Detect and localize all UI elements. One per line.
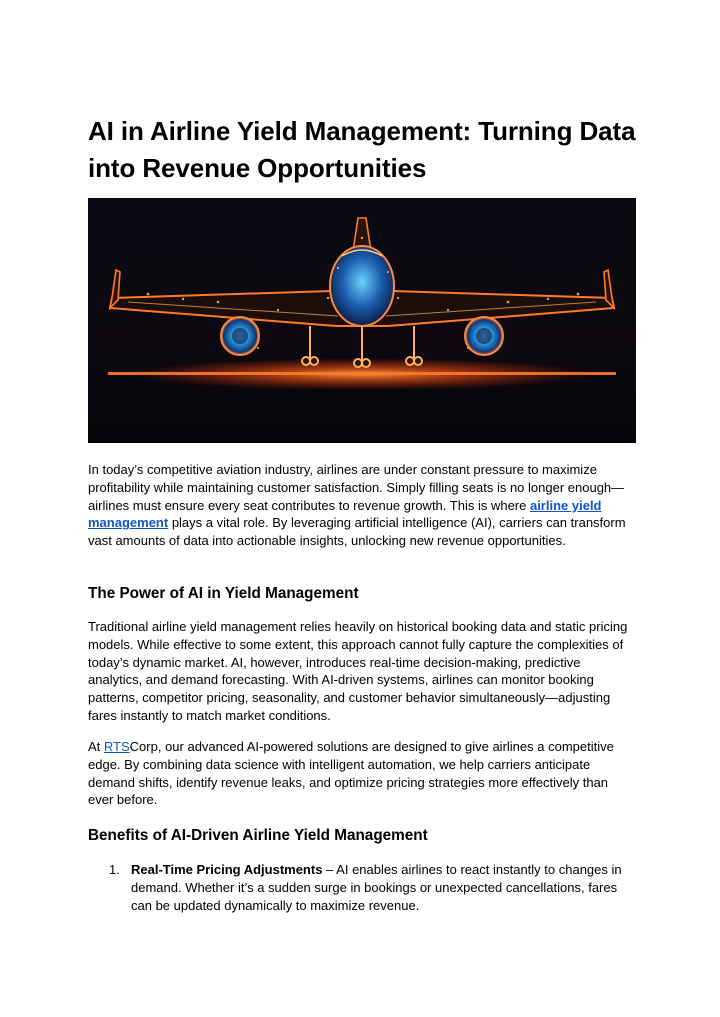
intro-text-before: In today’s competitive aviation industry, airlines are under constant pressure to maximize profitability while maintaining customer satisfaction. Simply filling seats is no longer enough—airlines must ensure every seat contributes to revenue growth. This is where [88, 462, 625, 513]
para2-prefix: At [88, 739, 104, 754]
page-title: AI in Airline Yield Management: Turning Data into Revenue Opportunities [88, 116, 636, 183]
intro-text-after: plays a vital role. By leveraging artificial intelligence (AI), carriers can transform vast amounts of data into actionable insights, unlocking new revenue opportunities. [88, 515, 626, 549]
section-heading-power-of-ai: The Power of AI in Yield Management [88, 585, 359, 602]
rts-link[interactable]: RTS [103, 739, 130, 754]
intro-paragraph [88, 461, 636, 550]
list-item-number: 1. [109, 862, 120, 877]
airline-yield-management-link[interactable]: airline yield management [88, 497, 602, 531]
list-item-text: – AI enables airlines to react instantly to changes in demand. Whether it’s a sudden surge in bookings or unexpected cancellations, fares can be updated dynamically to maximize revenue. [131, 862, 622, 913]
airplane-illustration [88, 198, 636, 443]
section-heading-benefits: Benefits of AI-Driven Airline Yield Management [88, 827, 428, 844]
hero-image [88, 198, 636, 443]
list-item-title: Real-Time Pricing Adjustments [131, 862, 323, 877]
benefits-list [88, 861, 636, 914]
para2-rest: Corp, our advanced AI-powered solutions are designed to give airlines a competitive edge. By combining data science with intelligent automation, we help carriers anticipate demand shifts, identify revenue leaks, and optimize pricing strategies more effectively than ever before. [88, 739, 614, 808]
section1-paragraph-2 [88, 738, 636, 809]
section1-paragraph-1: Traditional airline yield management relies heavily on historical booking data and static pricing models. While effective to some extent, this approach cannot fully capture the complexities of today’s dynamic market. AI, however, introduces real-time decision-making, predictive analytics, and demand forecasting. With AI-driven systems, airlines can monitor booking patterns, competitor pricing, seasonality, and customer behavior simultaneously—adjusting fares instantly to match market conditions. [88, 619, 628, 723]
list-item [88, 861, 636, 914]
